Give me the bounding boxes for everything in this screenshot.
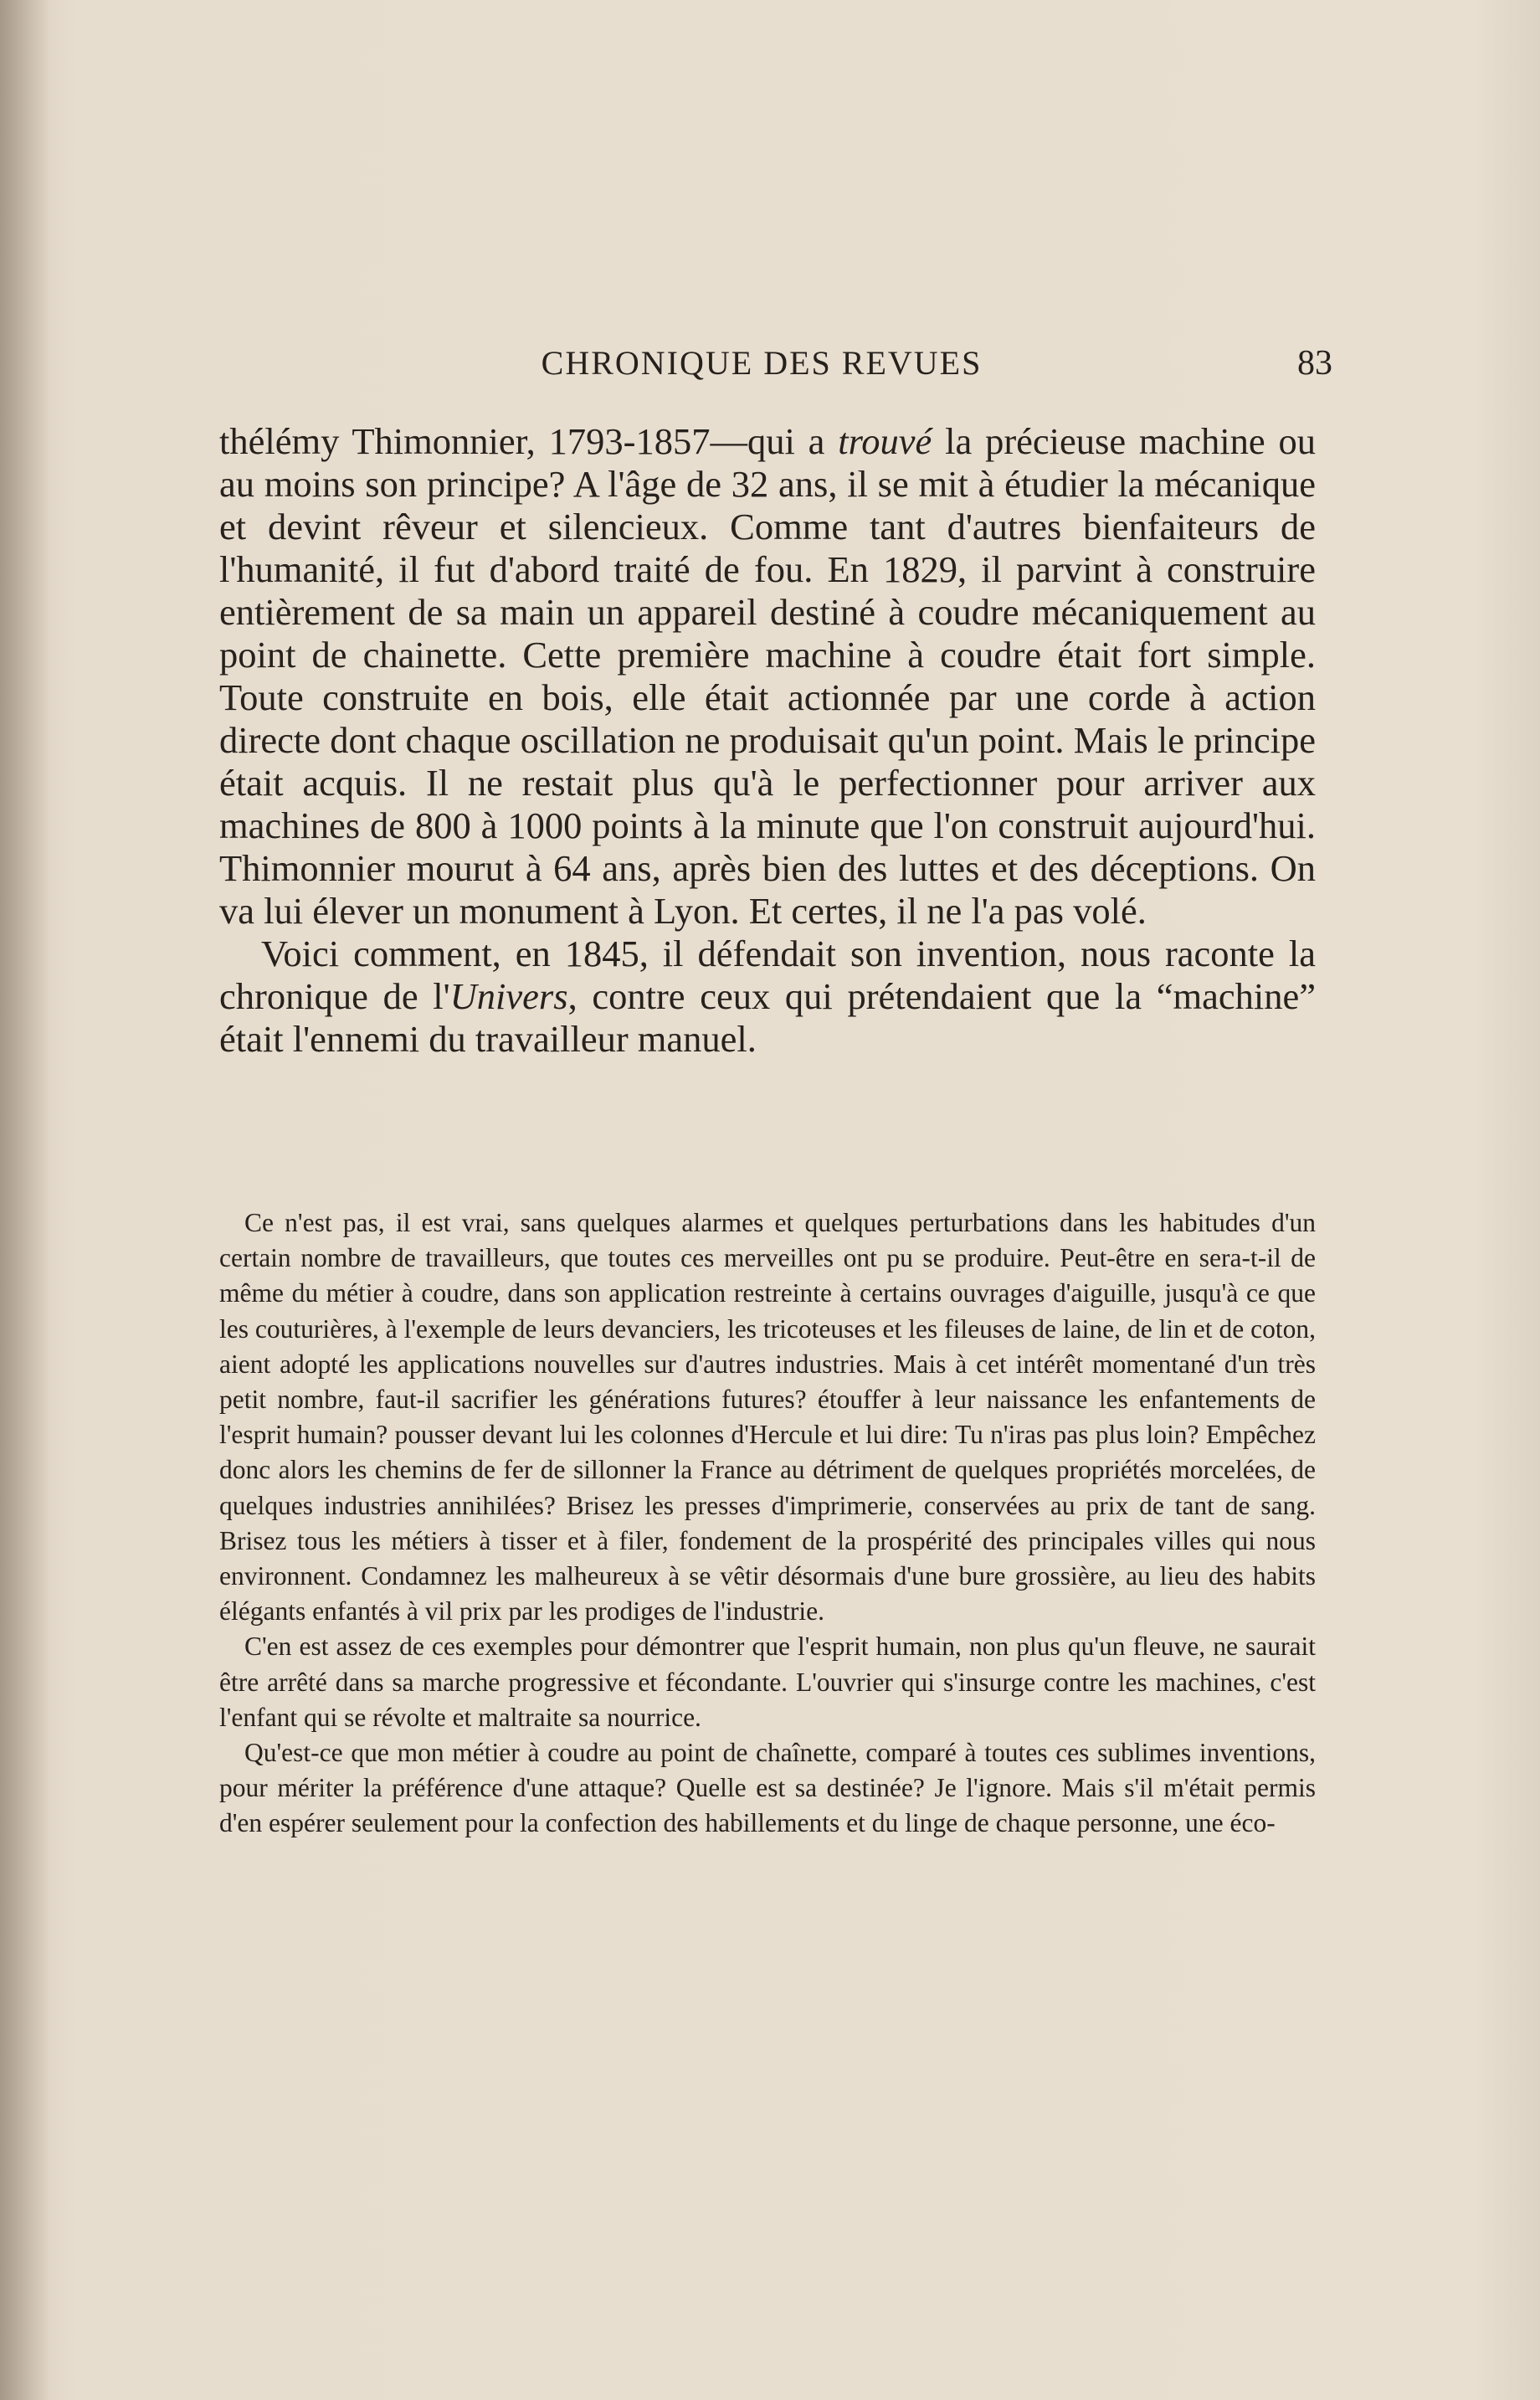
paragraph-1-text-a: thélémy Thimonnier, 1793-1857—qui a — [219, 420, 839, 462]
paragraph-1 — [219, 420, 1316, 933]
paragraph-2-text-a: Voici comment, en 1845, il défendait son invention, nous raconte la chronique de l' — [219, 933, 1316, 1017]
quote-paragraph-1: Ce n'est pas, il est vrai, sans quelques alarmes et quelques perturbations dans les habitudes d'un certain nombre de travailleurs, que toutes ces merveilles ont pu se produire. Peut-être en sera-t-il de même du métier à coudre, dans son application restreinte à certains ouvrages d'aiguille, jusqu'à ce que les couturières, à l'exemple de leurs devanciers, les tricoteuses et les fileuses de laine, de lin et de coton, aient adopté les applications nouvelles sur d'autres industries. Mais à cet intérêt momentané d'un très petit nombre, faut-il sacrifier les générations futures? étouffer à leur naissance les enfantements de l'esprit humain? pousser devant lui les colonnes d'Hercule et lui dire: Tu n'iras pas plus loin? Empêchez donc alors les chemins de fer de sillonner la France au détriment de quelques propriétés morcelées, de quelques industries annihilées? Brisez les presses d'imprimerie, conservées au prix de tant de sang. Brisez tous les métiers à tisser et à filer, fondement de la prospérité des principales villes qui nous environnent. Condamnez les malheureux à se vêtir désormais d'une bure grossière, au lieu des habits élégants enfantés à vil prix par les prodiges de l'industrie. — [219, 1208, 1316, 1627]
main-text — [219, 420, 1316, 1061]
running-head — [218, 338, 1332, 388]
block-quote — [219, 1205, 1316, 1842]
running-head-title: CHRONIQUE DES REVUES — [541, 344, 983, 382]
book-spine-shadow — [0, 0, 50, 2400]
paragraph-1-text-b: la précieuse machine ou au moins son principe? A l'âge de 32 ans, il se mit à étudier la mécanique et devint rêveur et silencieux. Comme tant d'autres bienfaiteurs de l'humanité, il fut d'abord traité de fou. En 1829, il parvint à construire entièrement de sa main un appareil destiné à coudre mécaniquement au point de chainette. Cette première machine à coudre était fort simple. Toute construite en bois, elle était actionnée par une corde à action directe dont chaque oscillation ne produisait qu'un point. Mais le principe était acquis. Il ne restait plus qu'à le perfectionner pour arriver aux machines de 800 à 1000 points à la minute que l'on construit aujourd'hui. Thimonnier mourut à 64 ans, après bien des luttes et des déceptions. On va lui élever un monument à Lyon. Et certes, il ne l'a pas volé. — [219, 420, 1316, 932]
page-number: 83 — [1297, 344, 1332, 383]
paragraph-2-italic: Univers — [449, 975, 568, 1017]
paragraph-2-text-b: , contre ceux qui prétendaient que la “machine” était l'ennemi du travailleur manuel. — [219, 975, 1316, 1060]
quote-paragraph-2: C'en est assez de ces exemples pour démontrer que l'esprit humain, non plus qu'un fleuve, ne saurait être arrêté dans sa marche progressive et fécondante. L'ouvrier qui s'insurge contre les machines, c'est l'enfant qui se révolte et maltraite sa nourrice. — [219, 1632, 1316, 1732]
quote-paragraph-3: Qu'est-ce que mon métier à coudre au point de chaînette, comparé à toutes ces sublimes inventions, pour mériter la préférence d'une attaque? Quelle est sa destinée? Je l'ignore. Mais s'il m'était permis d'en espérer seulement pour la confection des habillements et du linge de chaque personne, une éco- — [219, 1738, 1316, 1838]
paragraph-2 — [219, 933, 1316, 1061]
paragraph-1-italic: trouvé — [838, 420, 932, 462]
